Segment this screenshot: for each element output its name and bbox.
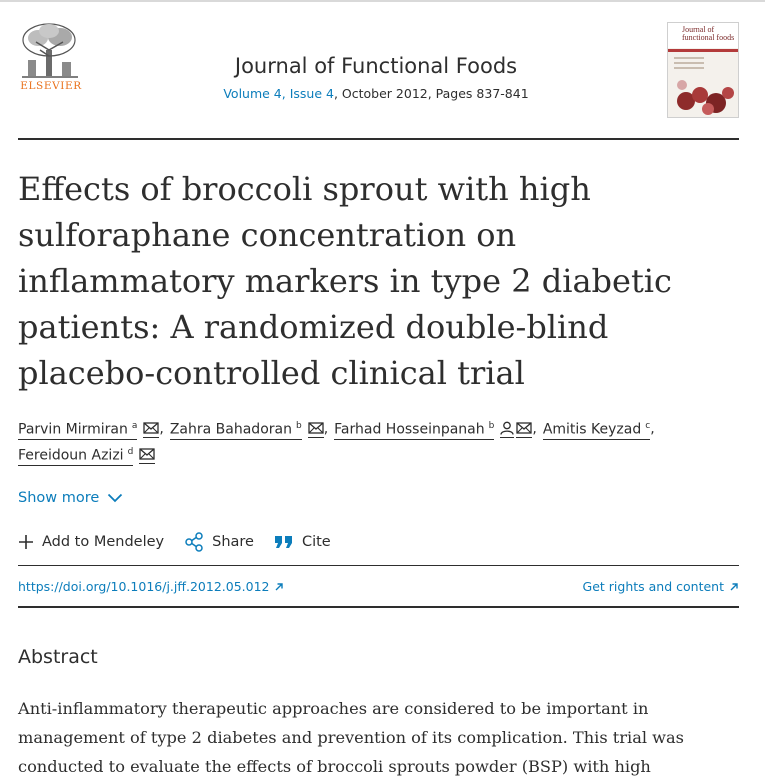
mendeley-label: Add to Mendeley (42, 534, 165, 550)
email-icon[interactable] (308, 420, 324, 438)
rights-text: Get rights and content (582, 579, 724, 594)
cover-band (668, 49, 738, 52)
show-more-label: Show more (18, 490, 100, 506)
author-link[interactable]: Parvin Mirmiran $^a$ (18, 418, 137, 440)
share-icon (184, 532, 204, 552)
actions-divider (18, 565, 739, 566)
cover-title: Journal of functional foods (668, 23, 738, 48)
email-icon[interactable] (143, 420, 159, 438)
rights-content-link[interactable] (583, 579, 739, 594)
top-border (0, 0, 765, 2)
article-actions (18, 532, 351, 552)
author-link[interactable]: Amitis Keyzad $^c$ (543, 418, 650, 440)
plus-icon (18, 534, 34, 550)
email-icon[interactable] (139, 446, 155, 464)
share-label: Share (212, 534, 254, 550)
author-link[interactable]: Farhad Hosseinpanah $^b$ (334, 418, 494, 440)
show-more-button[interactable] (18, 490, 123, 506)
author-link[interactable]: Zahra Bahadoran $^b$ (170, 418, 302, 440)
doi-link[interactable] (18, 579, 284, 594)
share-button[interactable] (184, 532, 254, 552)
journal-header (170, 54, 582, 101)
cover-fruit-picture (672, 75, 736, 115)
author-link[interactable]: Fereidoun Azizi $^d$ (18, 444, 133, 466)
corresponding-author-icon[interactable] (500, 420, 514, 438)
author-line-1: Parvin Mirmiran $^a$ , Zahra Bahadoran $^b$ , Farhad Hosseinpanah $^b$ , Amitis Keyzad $^c$ , (18, 416, 738, 442)
journal-cover-image[interactable] (667, 22, 739, 118)
cite-button[interactable] (274, 534, 331, 550)
date-pages: , October 2012, Pages 837-841 (333, 86, 529, 101)
email-icon[interactable] (516, 420, 532, 438)
volume-issue-link[interactable]: Volume 4, Issue 4 (223, 86, 334, 101)
header-divider (18, 138, 739, 140)
journal-meta (170, 86, 582, 101)
external-link-icon (729, 582, 739, 592)
chevron-down-icon (107, 493, 123, 503)
quote-icon (274, 534, 294, 550)
abstract-text: Anti-inflammatory therapeutic approaches are considered to be important in management of type 2 diabetes and prevention of its complication. This trial was conducted to evaluate the effects of broccoli sprouts powder (BSP) with high (18, 699, 684, 776)
author-line-2 (18, 442, 738, 468)
article-title: Effects of broccoli sprout with high sulforaphane concentration on inflammatory markers in type 2 diabetic patients: A randomized double-blind placebo-controlled clinical trial (18, 170, 672, 392)
publisher-name: ELSEVIER (20, 80, 82, 92)
author-list (18, 416, 738, 468)
doi-text: https://doi.org/10.1016/j.jff.2012.05.012 (18, 579, 270, 594)
links-divider (18, 606, 739, 608)
cover-lines (674, 57, 704, 72)
add-to-mendeley-button[interactable] (18, 534, 164, 550)
cite-label: Cite (301, 534, 331, 550)
journal-title-link[interactable]: Journal of Functional Foods (234, 54, 518, 78)
external-link-icon (274, 582, 284, 592)
abstract-heading: Abstract (18, 646, 98, 668)
